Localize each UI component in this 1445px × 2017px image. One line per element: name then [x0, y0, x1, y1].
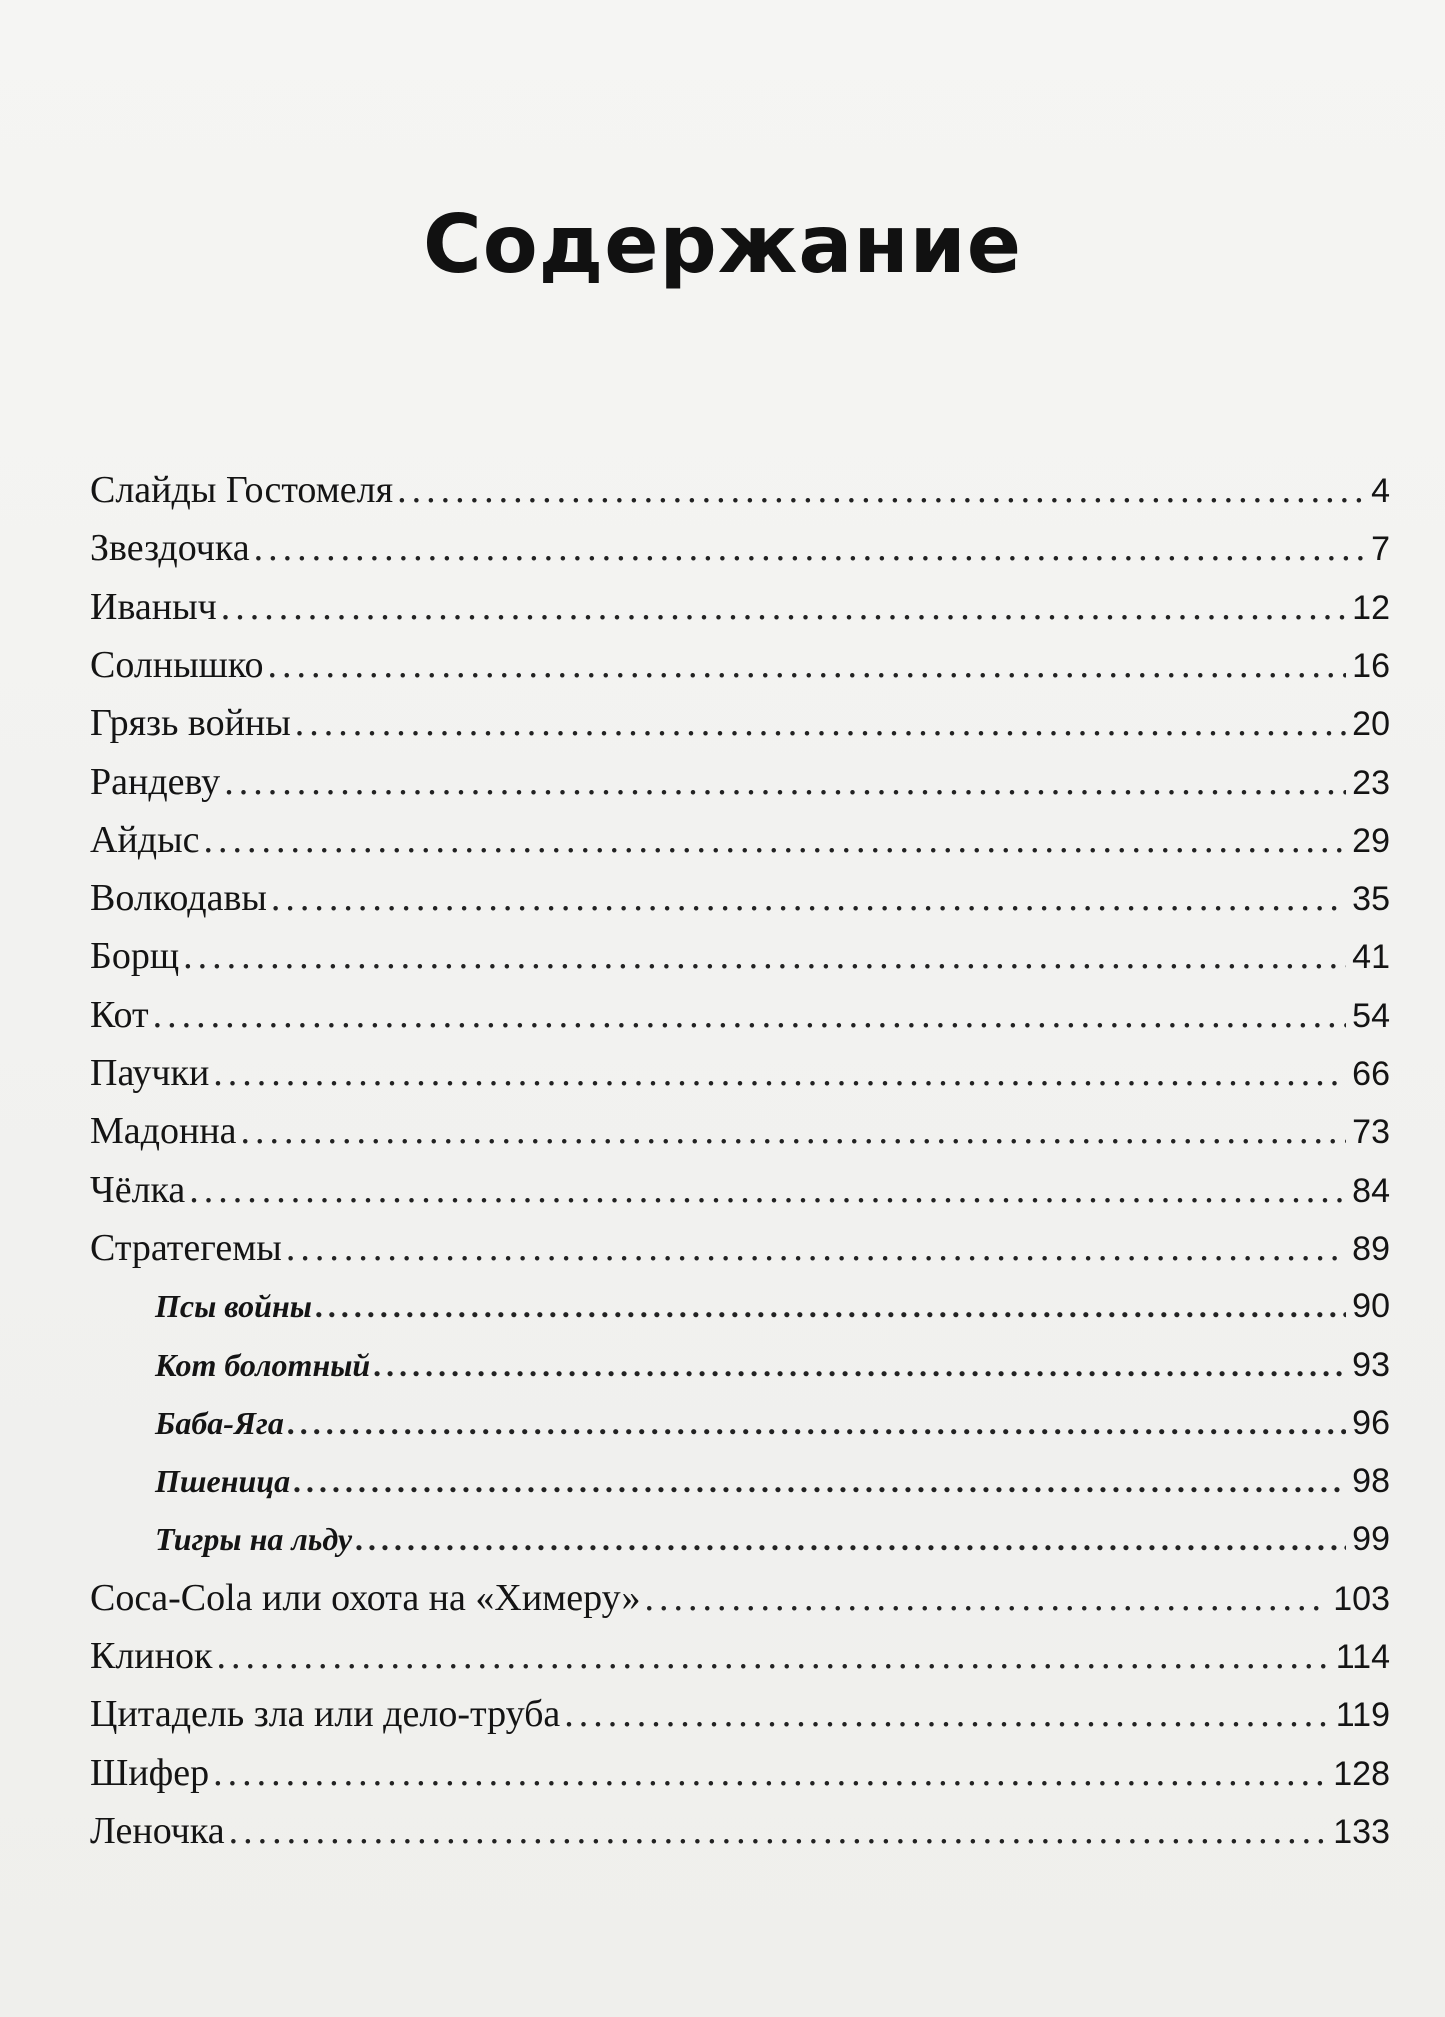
toc-entry-page-number: 54 — [1352, 997, 1390, 1035]
dot-leader — [397, 462, 1365, 518]
dot-leader — [241, 1103, 1347, 1159]
toc-entry-page-number: 12 — [1352, 589, 1390, 627]
dot-leader — [286, 1220, 1346, 1276]
toc-subentry — [155, 1453, 1390, 1509]
page-title: Содержание — [423, 198, 1022, 291]
toc-entry-page-number: 66 — [1352, 1055, 1390, 1093]
dot-leader — [295, 695, 1346, 751]
dot-leader — [271, 870, 1346, 926]
toc-entry-title: Coca-Cola или охота на «Химеру» — [90, 1577, 641, 1619]
toc-entry-page-number: 73 — [1352, 1113, 1390, 1151]
toc-subentry — [155, 1278, 1390, 1334]
toc-entry-page-number: 128 — [1333, 1755, 1390, 1793]
toc-entry-title: Цитадель зла или дело-труба — [90, 1693, 561, 1735]
toc-entry-title: Слайды Гостомеля — [90, 469, 394, 511]
dot-leader — [204, 812, 1347, 868]
toc-entry — [90, 695, 1390, 751]
dot-leader — [221, 579, 1346, 635]
toc-entry — [90, 1220, 1390, 1276]
toc-entry-title: Псы войны — [155, 1288, 312, 1324]
dot-leader — [189, 1162, 1346, 1218]
dot-leader — [645, 1570, 1328, 1626]
dot-leader — [213, 1745, 1327, 1801]
toc-entry-title: Звездочка — [90, 527, 250, 569]
toc-entry — [90, 870, 1390, 926]
dot-leader — [216, 1628, 1329, 1684]
toc-subentry — [155, 1511, 1390, 1567]
dot-leader — [183, 928, 1346, 984]
toc-entry — [90, 1162, 1390, 1218]
toc-entry-page-number: 90 — [1352, 1287, 1390, 1325]
dot-leader — [254, 520, 1365, 576]
toc-entry-page-number: 29 — [1352, 822, 1390, 860]
toc-entry-title: Иваныч — [90, 586, 217, 628]
toc-entry-title: Волкодавы — [90, 877, 267, 919]
toc-entry — [90, 812, 1390, 868]
toc-entry-page-number: 99 — [1352, 1520, 1390, 1558]
toc-entry — [90, 987, 1390, 1043]
dot-leader — [224, 754, 1346, 810]
toc-entry — [90, 1686, 1390, 1742]
toc-subentry — [155, 1337, 1390, 1393]
toc-entry-page-number: 7 — [1371, 530, 1390, 568]
toc-entry — [90, 520, 1390, 576]
toc-entry-page-number: 16 — [1352, 647, 1390, 685]
toc-entry — [90, 1103, 1390, 1159]
toc-entry-title: Кот болотный — [155, 1347, 371, 1383]
toc-entry — [90, 462, 1390, 518]
toc-entry-page-number: 103 — [1333, 1580, 1390, 1618]
dot-leader — [564, 1686, 1330, 1742]
toc-entry-page-number: 4 — [1371, 472, 1390, 510]
toc-entry-title: Пшеница — [155, 1463, 291, 1499]
toc-entry-title: Борщ — [90, 935, 180, 977]
toc-entry-page-number: 93 — [1352, 1346, 1390, 1384]
toc-entry — [90, 754, 1390, 810]
toc-entry — [90, 1745, 1390, 1801]
dot-leader — [294, 1453, 1346, 1509]
toc-entry-title: Рандеву — [90, 761, 221, 803]
toc-entry-title: Айдыс — [90, 819, 200, 861]
dot-leader — [374, 1337, 1346, 1393]
toc-entry-page-number: 23 — [1352, 764, 1390, 802]
toc-entry-title: Кот — [90, 994, 149, 1036]
toc-entry-page-number: 133 — [1333, 1813, 1390, 1851]
toc-entry-title: Баба-Яга — [155, 1405, 284, 1441]
toc-entry — [90, 637, 1390, 693]
toc-entry — [90, 928, 1390, 984]
toc-entry-page-number: 89 — [1352, 1230, 1390, 1268]
toc-entry-title: Чёлка — [90, 1169, 186, 1211]
toc-entry-page-number: 41 — [1352, 938, 1390, 976]
toc-entry — [90, 579, 1390, 635]
toc-entry — [90, 1628, 1390, 1684]
toc-entry-page-number: 119 — [1335, 1696, 1390, 1734]
toc-entry-title: Шифер — [90, 1752, 210, 1794]
toc-entry-page-number: 114 — [1335, 1638, 1390, 1676]
dot-leader — [288, 1395, 1346, 1451]
toc-entry-title: Солнышко — [90, 644, 264, 686]
toc-entry-title: Грязь войны — [90, 702, 291, 744]
dot-leader — [213, 1045, 1346, 1101]
toc-entry — [90, 1803, 1390, 1859]
toc-entry-page-number: 20 — [1352, 705, 1390, 743]
dot-leader — [356, 1511, 1346, 1567]
toc-entry-page-number: 84 — [1352, 1172, 1390, 1210]
dot-leader — [316, 1278, 1346, 1334]
toc-entry-page-number: 96 — [1352, 1404, 1390, 1442]
toc-entry-title: Стратегемы — [90, 1227, 282, 1269]
toc-entry-title: Клинок — [90, 1635, 213, 1677]
dot-leader — [229, 1803, 1328, 1859]
toc-entry-title: Тигры на льду — [155, 1521, 353, 1557]
toc-entry — [90, 1045, 1390, 1101]
toc-entry-title: Паучки — [90, 1052, 210, 1094]
toc-entry-page-number: 35 — [1352, 880, 1390, 918]
toc-entry — [90, 1570, 1390, 1626]
toc-subentry — [155, 1395, 1390, 1451]
toc-entry-page-number: 98 — [1352, 1462, 1390, 1500]
toc-entry-title: Леночка — [90, 1810, 225, 1852]
dot-leader — [267, 637, 1346, 693]
toc-entry-title: Мадонна — [90, 1110, 237, 1152]
dot-leader — [153, 987, 1347, 1043]
